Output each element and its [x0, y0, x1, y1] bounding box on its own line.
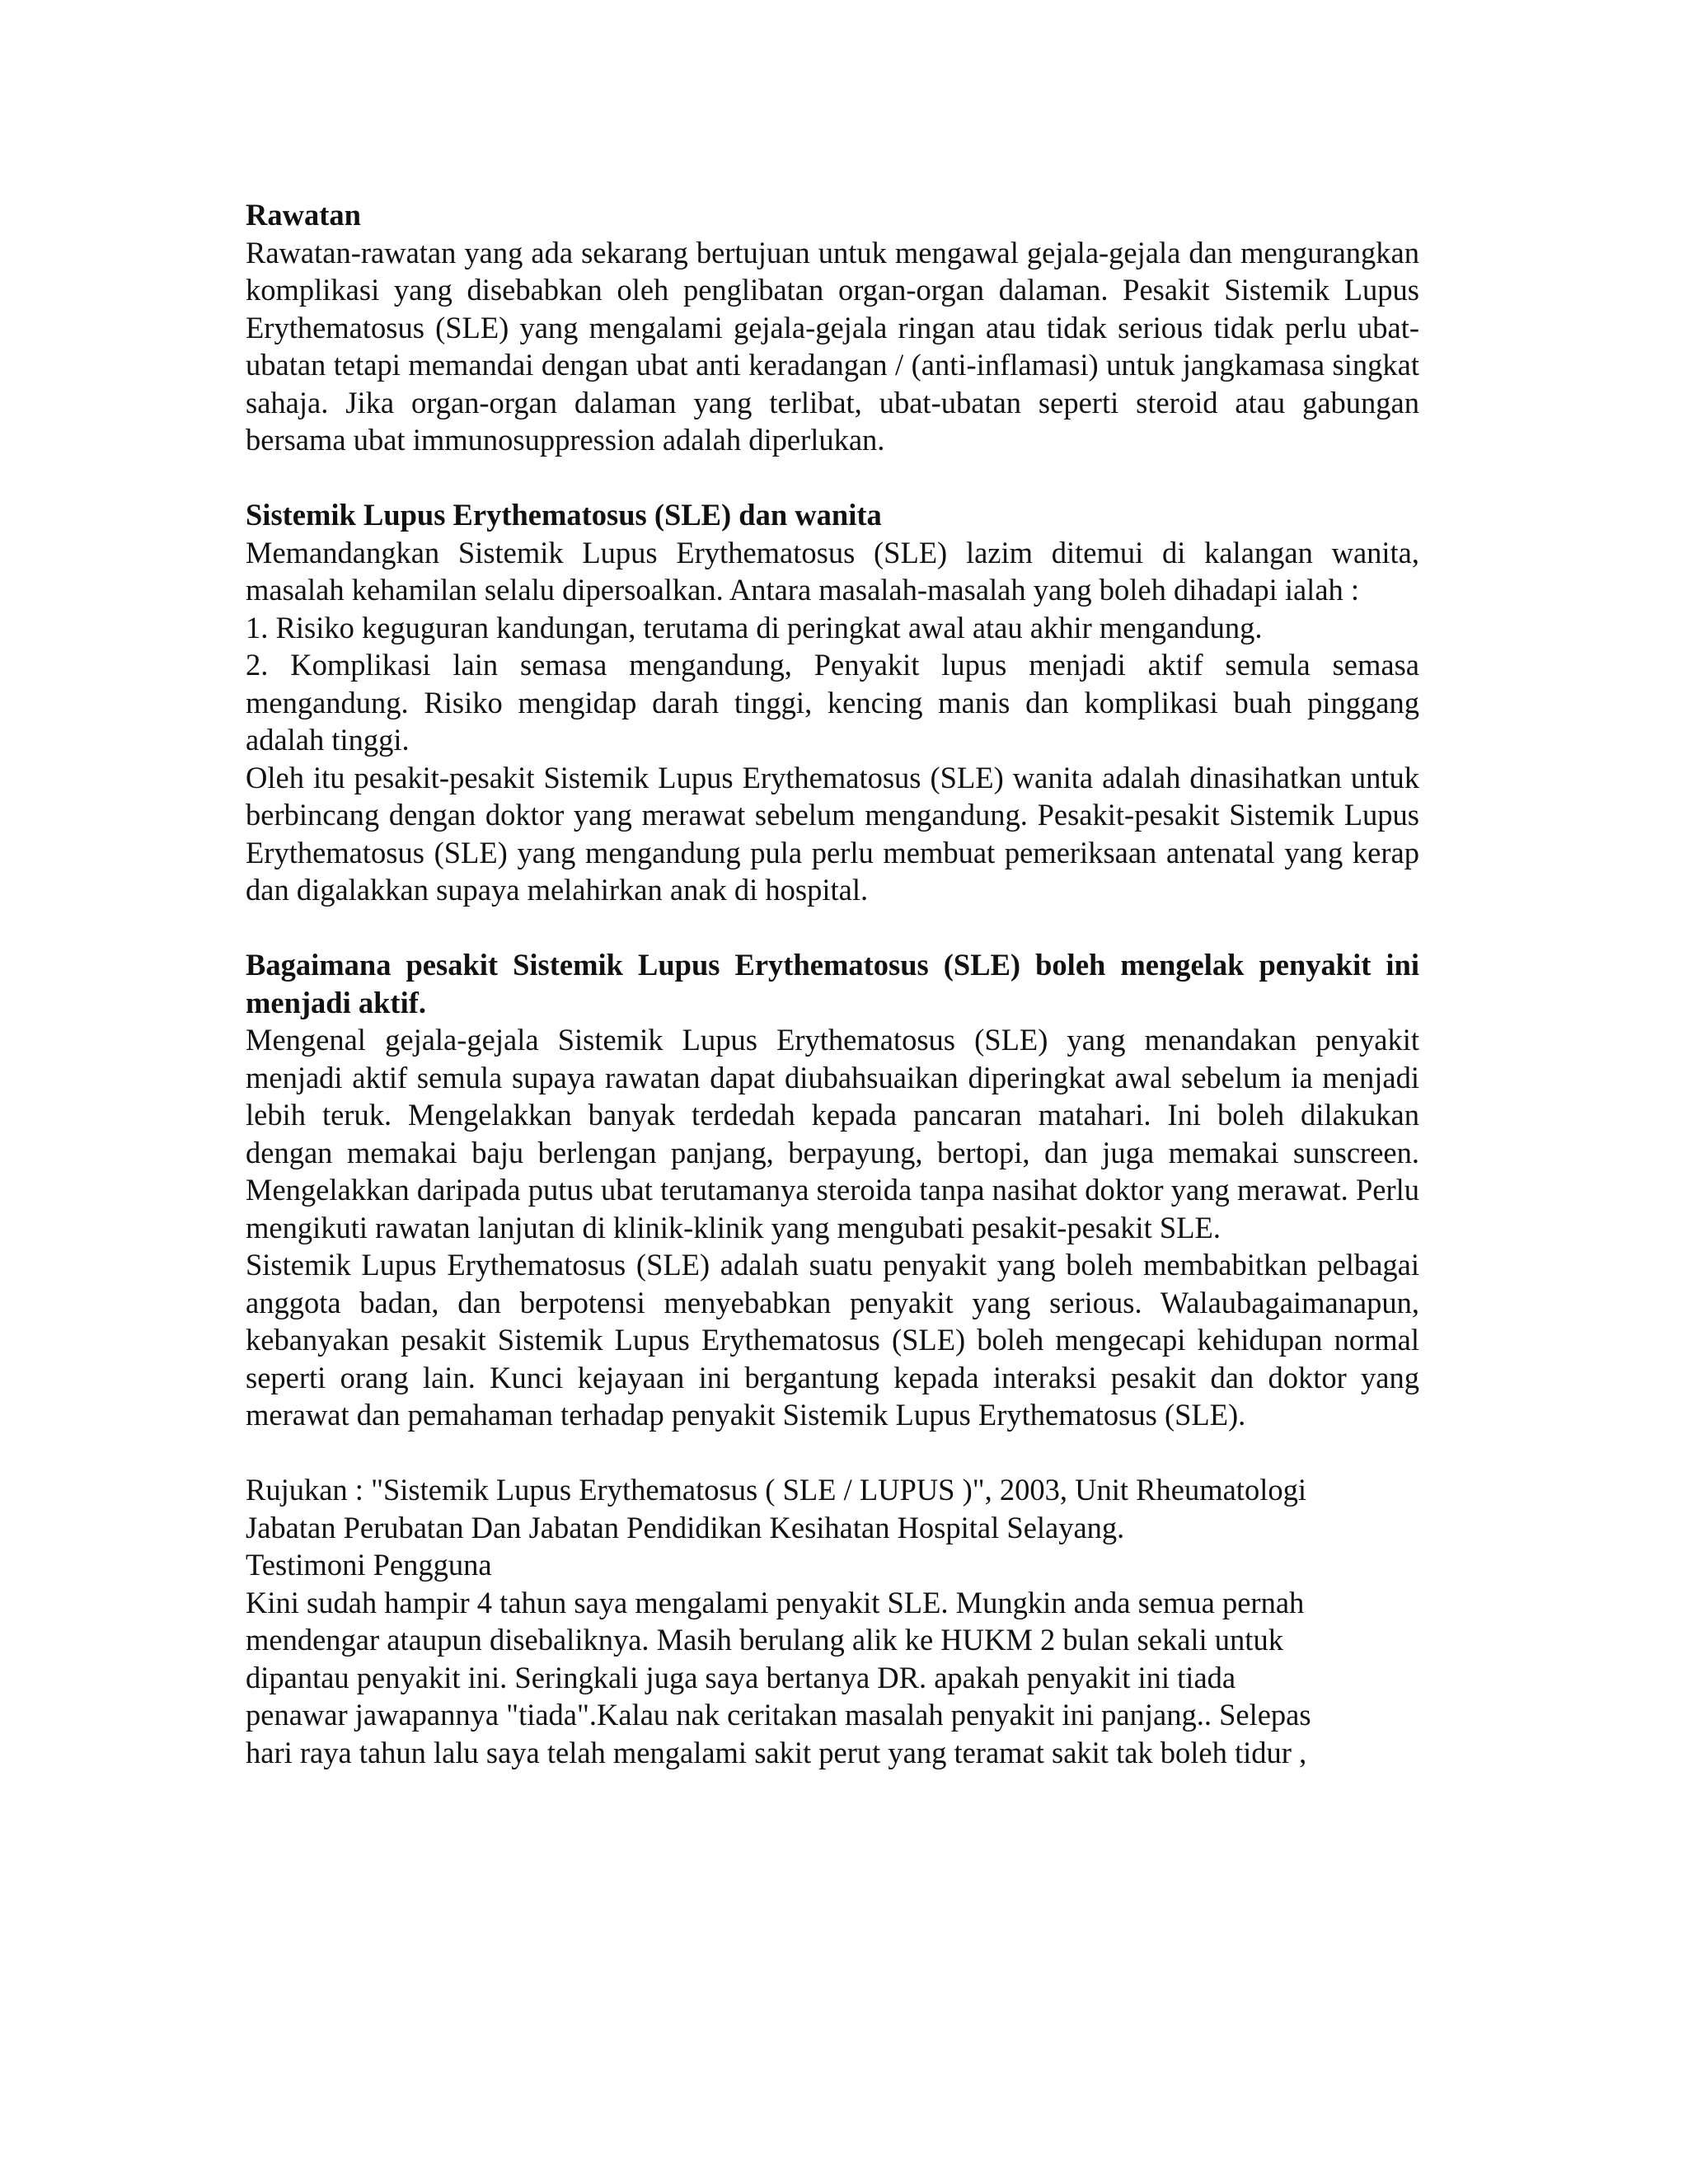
reference-line-2: Jabatan Perubatan Dan Jabatan Pendidikan Kesihatan Hospital Selayang. — [246, 1510, 1125, 1544]
list-item-1: 1. Risiko keguguran kandungan, terutama di peringkat awal atau akhir mengandung. — [246, 610, 1263, 644]
paragraph-mengelak-2: Sistemik Lupus Erythematosus (SLE) adalah suatu penyakit yang boleh membabitkan pelbagai anggota badan, dan berpotensi menyebabkan penyakit yang serious. Walaubagaimanapun, kebanyakan pesakit Sistemik Lupus Erythematosus (SLE) boleh mengecapi kehidupan normal seperti orang lain. Kunci kejayaan ini bergantung kepada interaksi pesakit dan doktor yang merawat dan pemahaman terhadap penyakit Sistemik Lupus Erythematosus (SLE). — [246, 1248, 1419, 1432]
document-page — [246, 196, 1419, 1771]
paragraph-gap — [246, 459, 1419, 497]
paragraph-wanita-intro: Memandangkan Sistemik Lupus Erythematosus (SLE) lazim ditemui di kalangan wanita, masalah kehamilan selalu dipersoalkan. Antara masalah-masalah yang boleh dihadapi ialah : — [246, 535, 1419, 607]
heading-rawatan: Rawatan — [246, 198, 361, 232]
testimoni-title: Testimoni Pengguna — [246, 1548, 492, 1582]
heading-mengelak: Bagaimana pesakit Sistemik Lupus Erythematosus (SLE) boleh mengelak penyakit ini menjadi aktif. — [246, 948, 1419, 1019]
heading-sle-wanita: Sistemik Lupus Erythematosus (SLE) dan wanita — [246, 498, 882, 532]
testimoni-line: dipantau penyakit ini. Seringkali juga saya bertanya DR. apakah penyakit ini tiada — [246, 1660, 1236, 1694]
testimoni-line: hari raya tahun lalu saya telah mengalami sakit perut yang teramat sakit tak boleh tidur , — [246, 1735, 1307, 1769]
list-item-2: 2. Komplikasi lain semasa mengandung, Penyakit lupus menjadi aktif semula semasa mengandung. Risiko mengidap darah tinggi, kencing manis dan komplikasi buah pinggang adalah tinggi. — [246, 648, 1419, 757]
paragraph-gap — [246, 909, 1419, 947]
testimoni-line: penawar jawapannya "tiada".Kalau nak ceritakan masalah penyakit ini panjang.. Selepas — [246, 1698, 1311, 1732]
paragraph-wanita-closing: Oleh itu pesakit-pesakit Sistemik Lupus Erythematosus (SLE) wanita adalah dinasihatkan untuk berbincang dengan doktor yang merawat sebelum mengandung. Pesakit-pesakit Sistemik Lupus Erythematosus (SLE) yang mengandung pula perlu membuat pemeriksaan antenatal yang kerap dan digalakkan supaya melahirkan anak di hospital. — [246, 760, 1419, 907]
reference-line-1: Rujukan : "Sistemik Lupus Erythematosus ( SLE / LUPUS )", 2003, Unit Rheumatologi — [246, 1473, 1306, 1507]
paragraph-gap — [246, 1434, 1419, 1472]
paragraph-rawatan: Rawatan-rawatan yang ada sekarang bertujuan untuk mengawal gejala-gejala dan mengurangkan komplikasi yang disebabkan oleh penglibatan organ-organ dalaman. Pesakit Sistemik Lupus Erythematosus (SLE) yang mengalami gejala-gejala ringan atau tidak serious tidak perlu ubat-ubatan tetapi memandai dengan ubat anti keradangan / (anti-inflamasi) untuk jangkamasa singkat sahaja. Jika organ-organ dalaman yang terlibat, ubat-ubatan seperti steroid atau gabungan bersama ubat immunosuppression adalah diperlukan. — [246, 235, 1419, 457]
testimoni-line: Kini sudah hampir 4 tahun saya mengalami penyakit SLE. Mungkin anda semua pernah — [246, 1585, 1305, 1619]
paragraph-mengelak-1: Mengenal gejala-gejala Sistemik Lupus Erythematosus (SLE) yang menandakan penyakit menjadi aktif semula supaya rawatan dapat diubahsuaikan diperingkat awal sebelum ia menjadi lebih teruk. Mengelakkan banyak terdedah kepada pancaran matahari. Ini boleh dilakukan dengan memakai baju berlengan panjang, berpayung, bertopi, dan juga memakai sunscreen. Mengelakkan daripada putus ubat terutamanya steroida tanpa nasihat doktor yang merawat. Perlu mengikuti rawatan lanjutan di klinik-klinik yang mengubati pesakit-pesakit SLE. — [246, 1023, 1419, 1244]
testimoni-line: mendengar ataupun disebaliknya. Masih berulang alik ke HUKM 2 bulan sekali untuk — [246, 1623, 1283, 1657]
